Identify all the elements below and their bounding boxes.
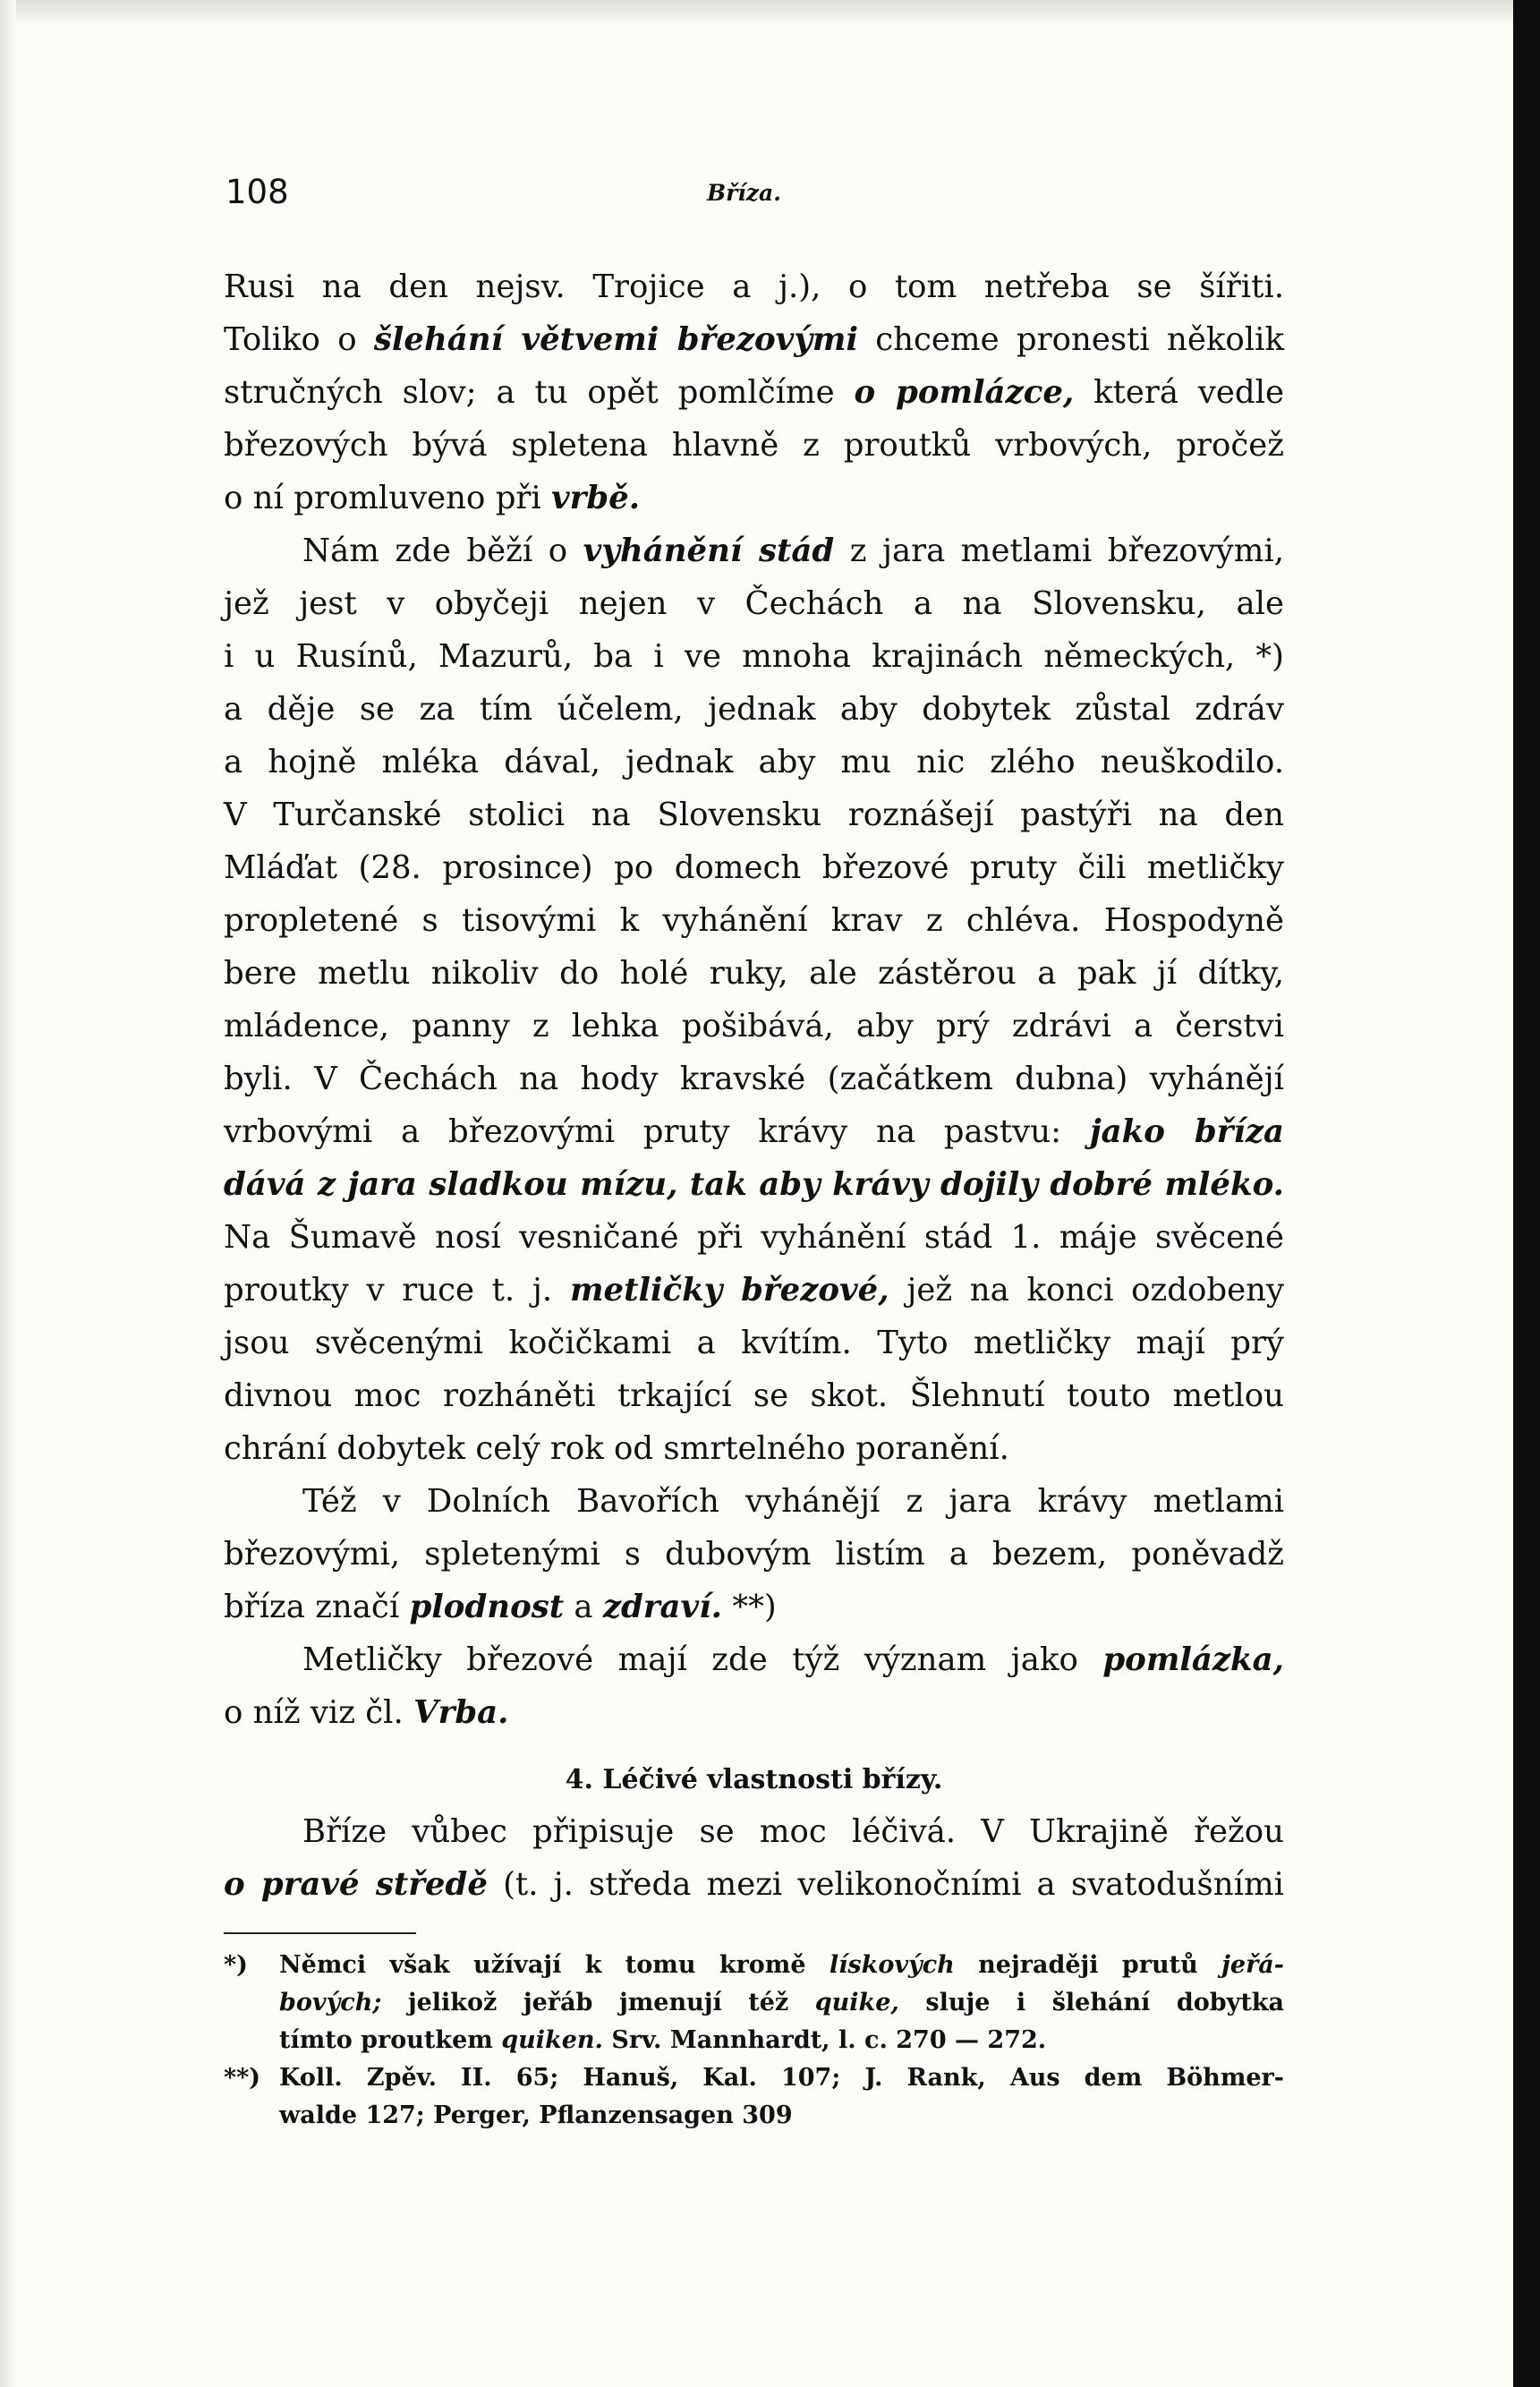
text-line <box>224 1686 1284 1739</box>
running-title: Bříza. <box>707 180 781 206</box>
text-line <box>224 841 1284 894</box>
emphasized-text: bových; <box>279 1989 382 2016</box>
text-line <box>224 736 1284 789</box>
body-text <box>224 260 1284 1739</box>
text-run: Bříze vůbec připisuje se moc léčivá. V Ukrajině řežou <box>302 1813 1284 1850</box>
emphasized-text: o pravé středě <box>224 1866 488 1903</box>
text-run: a hojně mléka dával, jednak aby mu nic zlého neuškodilo. <box>224 744 1284 780</box>
text-run: **) <box>722 1589 777 1625</box>
text-run: březovými, spletenými s dubovým listím a bezem, poněvadž <box>224 1536 1284 1573</box>
footnote-line <box>224 1947 1284 1984</box>
text-line <box>224 894 1284 947</box>
emphasized-text: Vrba. <box>413 1694 509 1731</box>
text-line <box>224 1369 1284 1422</box>
text-run: Koll. Zpěv. II. 65; Hanuš, Kal. 107; J. Rank, Aus dem Böhmer- <box>279 2064 1284 2092</box>
text-run: sluje i šlehání dobytka <box>898 1989 1285 2016</box>
text-run: Toliko o <box>224 321 374 358</box>
emphasized-text: quike, <box>814 1989 899 2016</box>
text-line <box>224 472 1284 524</box>
text-line <box>224 1264 1284 1317</box>
text-run: propletené s tisovými k vyhánění krav z chléva. Hospodyně <box>224 902 1284 939</box>
text-run: bříza značí <box>224 1589 410 1625</box>
text-run: Srv. Mannhardt, l. c. 270 — 272. <box>602 2026 1047 2054</box>
text-line <box>224 577 1284 630</box>
text-run: o níž viz čl. <box>224 1694 414 1731</box>
text-line <box>224 419 1284 472</box>
text-line <box>224 524 1284 577</box>
text-run: březových bývá spletena hlavně z proutků vrbových, pročež <box>224 427 1284 464</box>
footnote-marker: **) <box>224 2064 261 2092</box>
text-run: jelikož jeřáb jmenují též <box>381 1989 815 2016</box>
footnotes <box>224 1947 1284 2135</box>
emphasized-text: zdraví. <box>602 1589 723 1625</box>
emphasized-text: vyhánění stád <box>583 533 835 569</box>
text-run: chceme pronesti několik <box>857 321 1284 358</box>
text-run: jež jest v obyčeji nejen v Čechách a na Slovensku, ale <box>224 585 1284 622</box>
emphasized-text: jako bříza <box>1089 1113 1284 1150</box>
text-run: jsou svěcenými kočičkami a kvítím. Tyto metličky mají prý <box>224 1325 1284 1361</box>
text-run: Mláďat (28. prosince) po domech březové pruty čili metličky <box>224 849 1284 886</box>
text-run: a <box>564 1589 603 1625</box>
emphasized-text: quiken. <box>501 2026 603 2054</box>
text-run: která vedle <box>1074 374 1284 411</box>
paragraph <box>224 524 1284 1475</box>
paragraph <box>224 260 1284 524</box>
emphasized-text: šlehání větvemi březovými <box>373 321 858 358</box>
text-line <box>224 313 1284 366</box>
text-run: V Turčanské stolici na Slovensku roznášejí pastýři na den <box>224 797 1284 833</box>
scan-edge-top <box>0 0 1540 25</box>
text-line <box>224 630 1284 683</box>
footnote-line <box>224 2059 1284 2097</box>
footnote-line <box>224 1984 1284 2022</box>
text-run: a děje se za tím účelem, jednak aby dobytek zůstal zdráv <box>224 691 1284 728</box>
text-line <box>224 1475 1284 1528</box>
paragraph <box>224 1475 1284 1633</box>
scan-edge-right <box>1513 0 1540 2387</box>
text-run: chrání dobytek celý rok od smrtelného poranění. <box>224 1430 1009 1467</box>
text-line <box>224 1317 1284 1369</box>
text-line <box>224 366 1284 419</box>
text-run: jež na konci ozdobeny <box>889 1272 1284 1309</box>
closing-paragraph <box>224 1805 1284 1911</box>
text-line <box>224 789 1284 841</box>
text-run: proutky v ruce t. j. <box>224 1272 570 1309</box>
text-run: stručných slov; a tu opět pomlčíme <box>224 374 855 411</box>
section-heading: 4. Léčivé vlastnosti břízy. <box>565 1764 943 1795</box>
text-run: Němci však užívají k tomu kromě <box>279 1951 830 1979</box>
text-run: mládence, panny z lehka pošibává, aby prý zdrávi a čerstvi <box>224 1008 1284 1044</box>
page-number: 108 <box>225 173 289 211</box>
text-run: vrbovými a březovými pruty krávy na pastvu: <box>224 1113 1090 1150</box>
text-line <box>224 1633 1284 1686</box>
book-page <box>224 166 1284 2135</box>
footnote-rule <box>224 1932 416 1934</box>
text-line <box>224 1158 1284 1211</box>
emphasized-text: pomlázka, <box>1102 1641 1284 1678</box>
text-run: Na Šumavě nosí vesničané při vyhánění stád 1. máje svěcené <box>224 1219 1284 1256</box>
text-run: Rusi na den nejsv. Trojice a j.), o tom netřeba se šířiti. <box>224 269 1284 305</box>
footnote-marker: *) <box>224 1951 248 1979</box>
paragraph <box>224 1633 1284 1739</box>
text-run: Též v Dolních Bavořích vyhánějí z jara krávy metlami <box>302 1483 1284 1520</box>
footnote-line <box>224 2022 1284 2059</box>
text-run: Nám zde běží o <box>302 533 583 569</box>
text-line <box>224 683 1284 736</box>
text-run: walde 127; Perger, Pflanzensagen 309 <box>279 2101 793 2129</box>
text-line <box>224 1211 1284 1264</box>
emphasized-text: metličky březové, <box>569 1272 889 1309</box>
text-line <box>224 1581 1284 1633</box>
emphasized-text: plodnost <box>409 1589 565 1625</box>
emphasized-text: dává z jara sladkou mízu, tak aby krávy dojily dobré mléko. <box>224 1166 1284 1203</box>
text-line <box>224 1053 1284 1105</box>
text-line <box>224 947 1284 1000</box>
text-line <box>224 1528 1284 1581</box>
text-line <box>224 260 1284 313</box>
text-run: (t. j. středa mezi velikonočními a svatodušními <box>487 1866 1284 1903</box>
text-run: divnou moc rozháněti trkající se skot. Šlehnutí touto metlou <box>224 1377 1284 1414</box>
footnote-line <box>224 2097 1284 2135</box>
text-run: i u Rusínů, Mazurů, ba i ve mnoha krajinách německých, *) <box>224 638 1284 675</box>
text-line <box>224 1105 1284 1158</box>
text-run: Metličky březové mají zde týž význam jako <box>302 1641 1103 1678</box>
text-run: z jara metlami březovými, <box>834 533 1285 569</box>
text-run: bere metlu nikoliv do holé ruky, ale zástěrou a pak jí dítky, <box>224 955 1284 992</box>
scan-edge-left <box>0 0 16 2387</box>
text-run: tímto proutkem <box>279 2026 502 2054</box>
text-line <box>224 1000 1284 1053</box>
page-header <box>224 166 1284 228</box>
text-line <box>224 1422 1284 1475</box>
text-line <box>224 1805 1284 1858</box>
text-run: nejraději prutů <box>954 1951 1222 1979</box>
emphasized-text: o pomlázce, <box>854 374 1075 411</box>
emphasized-text: vrbě. <box>551 480 641 516</box>
emphasized-text: lískových <box>829 1951 955 1979</box>
text-line <box>224 1858 1284 1911</box>
emphasized-text: jeřá- <box>1221 1951 1284 1979</box>
text-run: byli. V Čechách na hody kravské (začátkem dubna) vyhánějí <box>224 1061 1284 1097</box>
text-run: o ní promluveno při <box>224 480 552 516</box>
